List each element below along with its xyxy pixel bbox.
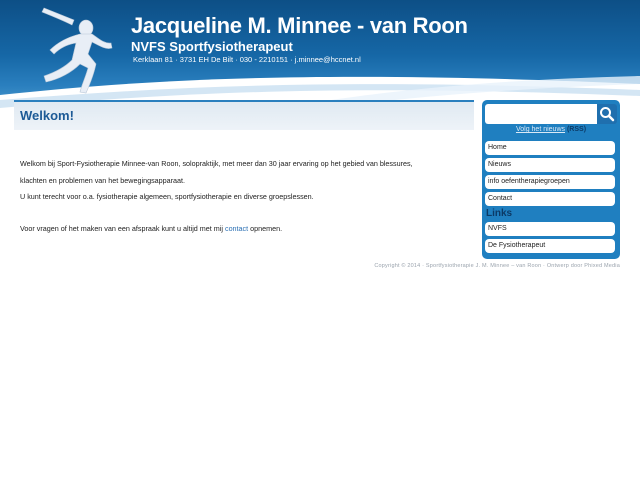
main-header-bar [14,100,474,130]
main-content [14,100,474,258]
site-subtitle: NVFS Sportfysiotherapeut [131,39,293,54]
follow-news-link[interactable]: Volg het nieuws [515,126,566,133]
nav-item-home[interactable]: Home [485,141,615,155]
links-heading: Links [486,208,513,219]
nav-item-nieuws[interactable]: Nieuws [485,158,615,172]
link-item-nvfs[interactable]: NVFS [485,222,615,236]
runner-logo [14,6,124,94]
site-title: Jacqueline M. Minnee - van Roon [131,13,468,38]
nav-item-oefentherapiegroepen[interactable]: info oefentherapiegroepen [485,175,615,189]
search-icon [597,104,617,124]
rss-link[interactable]: (RSS) [566,126,587,133]
nav-item-contact[interactable]: Contact [485,192,615,206]
search-button[interactable] [597,104,617,124]
paragraph-intro: Welkom bij Sport-Fysiotherapie Minnee-van Roon, solopraktijk, met meer dan 30 jaar ervaring op het gebied van blessures, [20,159,413,168]
follow-news [482,126,620,133]
paragraph-contact [20,224,282,233]
page-title: Welkom! [20,108,74,123]
paragraph-services: U kunt terecht voor o.a. fysiotherapie algemeen, sportfysiotherapie en diverse groepslessen. [20,192,314,201]
search-input[interactable] [485,104,597,124]
contact-text-before: Voor vragen of het maken van een afspraak kunt u altijd met mij [20,224,225,233]
sidebar [482,100,620,259]
paragraph-intro-cont: klachten en problemen van het bewegingsapparaat. [20,176,186,185]
copyright-notice: Copyright © 2014 · Sportfysiotherapie J. M. Minnee – van Roon · Ontwerp door Phixed Media [374,263,620,269]
contact-text-after: opnemen. [248,224,283,233]
contact-link[interactable]: contact [224,224,249,233]
link-item-de-fysiotherapeut[interactable]: De Fysiotherapeut [485,239,615,253]
contact-address: Kerklaan 81 · 3731 EH De Bilt · 030 - 2210151 · j.minnee@hccnet.nl [133,55,361,64]
